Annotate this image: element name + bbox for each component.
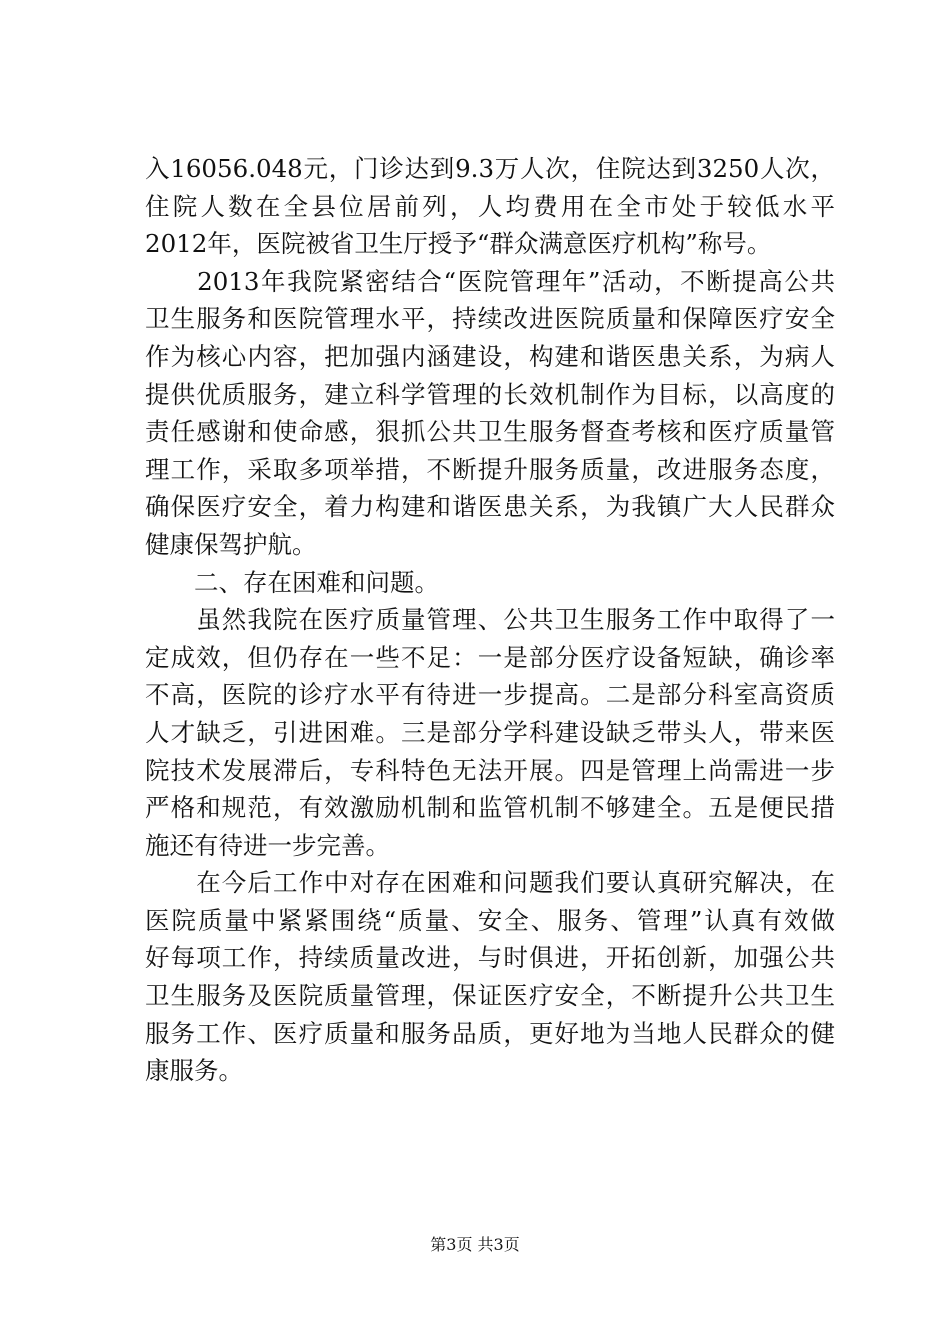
text-line: 2013年我院紧密结合“医院管理年”活动，不断提高公共 (145, 266, 835, 296)
text-line: 理工作，采取多项举措，不断提升服务质量，改进服务态度， (145, 454, 835, 484)
text-line: 住院人数在全县位居前列，人均费用在全市处于较低水平 (145, 191, 835, 221)
text-line: 严格和规范，有效激励机制和监管机制不够建全。五是便民措 (145, 793, 835, 823)
text-line: 医院质量中紧紧围绕“质量、安全、服务、管理”认真有效做 (145, 905, 835, 935)
text-line: 2012年，医院被省卫生厅授予“群众满意医疗机构”称号。 (145, 229, 772, 259)
body-text (145, 150, 835, 1090)
text-line: 康服务。 (145, 1056, 243, 1086)
text-line: 定成效，但仍存在一些不足：一是部分医疗设备短缺，确诊率 (145, 642, 835, 672)
text-line: 好每项工作，持续质量改进，与时俱进，开拓创新，加强公共 (145, 943, 835, 973)
text-line: 卫生服务和医院管理水平，持续改进医院质量和保障医疗安全 (145, 304, 835, 334)
text-line: 院技术发展滞后，专科特色无法开展。四是管理上尚需进一步 (145, 755, 835, 785)
text-line: 不高，医院的诊疗水平有待进一步提高。二是部分科室高资质 (145, 680, 835, 710)
section-heading: 二、存在困难和问题。 (145, 567, 439, 597)
text-line: 作为核心内容，把加强内涵建设，构建和谐医患关系，为病人 (145, 341, 835, 371)
text-line: 卫生服务及医院质量管理，保证医疗安全，不断提升公共卫生 (145, 981, 835, 1011)
text-line: 在今后工作中对存在困难和问题我们要认真研究解决，在 (145, 868, 835, 898)
text-line: 服务工作、医疗质量和服务品质，更好地为当地人民群众的健 (145, 1018, 835, 1048)
text-line: 入16056.048元，门诊达到9.3万人次，住院达到3250人次， (145, 154, 835, 183)
text-line: 施还有待进一步完善。 (145, 830, 390, 860)
text-line: 责任感谢和使命感，狠抓公共卫生服务督查考核和医疗质量管 (145, 417, 835, 447)
text-line: 提供优质服务，建立科学管理的长效机制作为目标，以高度的 (145, 379, 835, 409)
page-footer: 第3页 共3页 (430, 1235, 520, 1254)
text-line: 虽然我院在医疗质量管理、公共卫生服务工作中取得了一 (145, 605, 835, 635)
text-line: 确保医疗安全，着力构建和谐医患关系，为我镇广大人民群众 (145, 492, 835, 522)
text-line: 人才缺乏，引进困难。三是部分学科建设缺乏带头人，带来医 (145, 717, 835, 747)
text-line: 健康保驾护航。 (145, 529, 317, 559)
